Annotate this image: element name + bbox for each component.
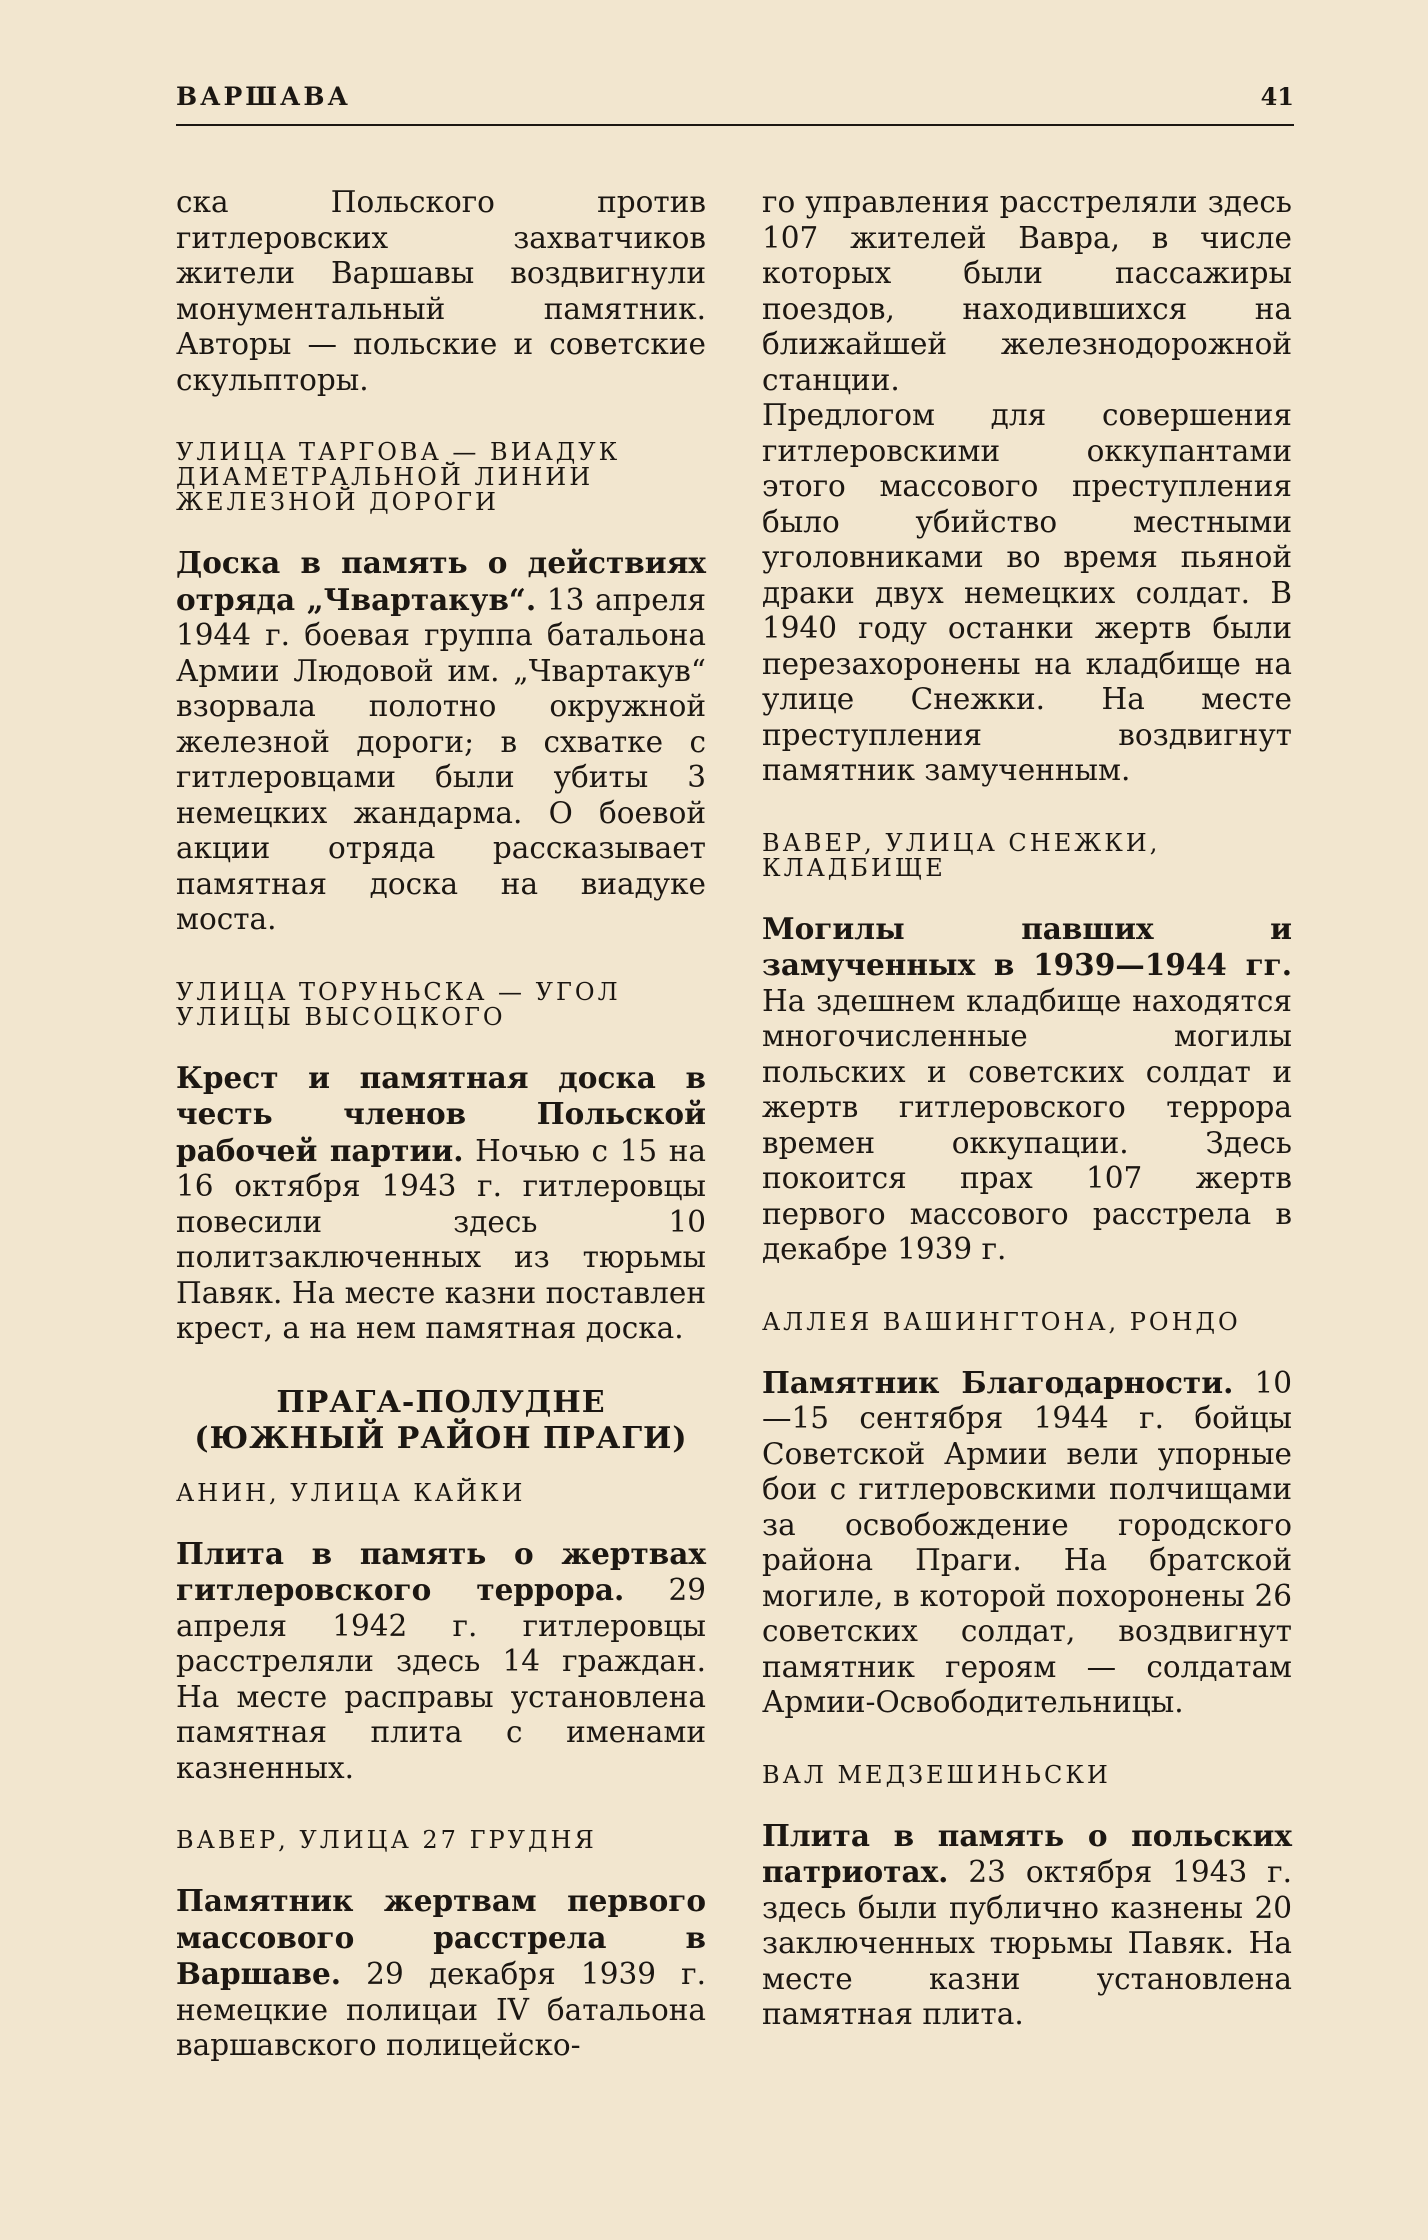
entry-title: Памятник Благодарности. (762, 1364, 1234, 1400)
entry-paragraph (762, 911, 1292, 1268)
entry-title: Плита в память о жертвах гитлеровского террора. (176, 1535, 706, 1607)
entry-paragraph (176, 1536, 706, 1787)
continued-paragraph: го управления расстреляли здесь 107 жителей Вавра, в числе которых были пассажиры поездов, находившихся на ближайшей железнодорожной станции. (762, 185, 1292, 397)
section-title: ПРАГА-ПОЛУДНЕ (276, 1384, 606, 1420)
entry-title: Крест и памятная доска в честь членов Польской рабочей партии. (176, 1059, 706, 1168)
entry-text: 13 апреля 1944 г. боевая группа батальона Армии Людовой им. „Чвартакув“ взорвала полотно окружной железной дороги; в схватке с гитлеровцами были убиты 3 немецких жандарма. О боевой акции отряда рассказывает памятная доска на виадуке моста. (176, 582, 707, 936)
entry-title: Плита в память о польских патриотах. (762, 1817, 1292, 1889)
entry-text: 10—15 сентября 1944 г. бойцы Советской Армии вели упорные бои с гитлеровскими полчищами за освобождение городского района Праги. На братской могиле, в которой похоронены 26 советских солдат, воздвигнут памятник героям — солдатам Армии-Освободительницы. (762, 1365, 1293, 1719)
intro-paragraph: ска Польского против гитлеровских захватчиков жители Варшавы воздвигнули монументальный памятник. Авторы — польские и советские скульпторы. (176, 185, 706, 397)
running-head-title: ВАРШАВА (176, 82, 351, 111)
entry-paragraph (176, 1060, 706, 1347)
right-column (762, 185, 1292, 2033)
location-heading: АЛЛЕЯ ВАШИНГТОНА, РОНДО (762, 1307, 1241, 1336)
header-rule (176, 124, 1294, 126)
running-head (176, 82, 1294, 111)
entry-text: На здешнем кладбище находятся многочисленные могилы польских и советских солдат и жертв гитлеровского террора времен оккупации. Здесь покоится прах 107 жертв первого массового расстрела в декабре 1939 г. (762, 983, 1292, 1266)
entry-text: Ночью с 15 на 16 октября 1943 г. гитлеровцы повесили здесь 10 политзаключенных из тюрьмы Павяк. На месте казни поставлен крест, а на нем памятная доска. (176, 1133, 707, 1345)
entry-paragraph (176, 1883, 706, 2064)
section-subtitle: (ЮЖНЫЙ РАЙОН ПРАГИ) (194, 1420, 688, 1456)
entry-paragraph (762, 1365, 1292, 1721)
continued-paragraph: Предлогом для совершения гитлеровскими оккупантами этого массового преступления было убийство местными уголовниками во время пьяной драки двух немецких солдат. В 1940 году останки жертв были перезахоронены на кладбище на улице Снежки. На месте преступления воздвигнут памятник замученным. (762, 398, 1292, 787)
entry-text: 29 декабря 1939 г. немецкие полицаи IV батальона варшавского полицейско- (176, 1957, 706, 2062)
page-number: 41 (1260, 82, 1294, 111)
location-heading: ВАЛ МЕДЗЕШИНЬСКИ (762, 1760, 1111, 1789)
entry-title: Могилы павших и замученных в 1939—1944 гг. (762, 910, 1292, 982)
entry-text: 29 апреля 1942 г. гитлеровцы расстреляли здесь 14 граждан. На месте расправы установлена памятная плита с именами казненных. (176, 1573, 707, 1785)
location-heading: ВАВЕР, УЛИЦА 27 ГРУДНЯ (176, 1826, 597, 1854)
left-column (176, 185, 706, 2064)
location-heading: УЛИЦА ТАРГОВА — ВИАДУК ДИАМЕТРАЛЬНОЙ ЛИНИИ ЖЕЛЕЗНОЙ ДОРОГИ (176, 438, 621, 516)
location-heading: ВАВЕР, УЛИЦА СНЕЖКИ, КЛАДБИЩЕ (762, 828, 1161, 882)
entry-text: 23 октября 1943 г. здесь были публично казнены 20 заключенных тюрьмы Павяк. На месте казни установлена памятная плита. (762, 1855, 1292, 2031)
location-heading: АНИН, УЛИЦА КАЙКИ (176, 1478, 526, 1507)
location-heading: УЛИЦА ТОРУНЬСКА — УГОЛ УЛИЦЫ ВЫСОЦКОГО (176, 977, 621, 1031)
entry-title: Памятник жертвам первого массового расстрела в Варшаве. (176, 1883, 706, 1991)
entry-paragraph (176, 545, 706, 938)
entry-paragraph (762, 1818, 1292, 2033)
entry-title: Доска в память о действиях отряда „Чвартакув“. (176, 545, 706, 617)
